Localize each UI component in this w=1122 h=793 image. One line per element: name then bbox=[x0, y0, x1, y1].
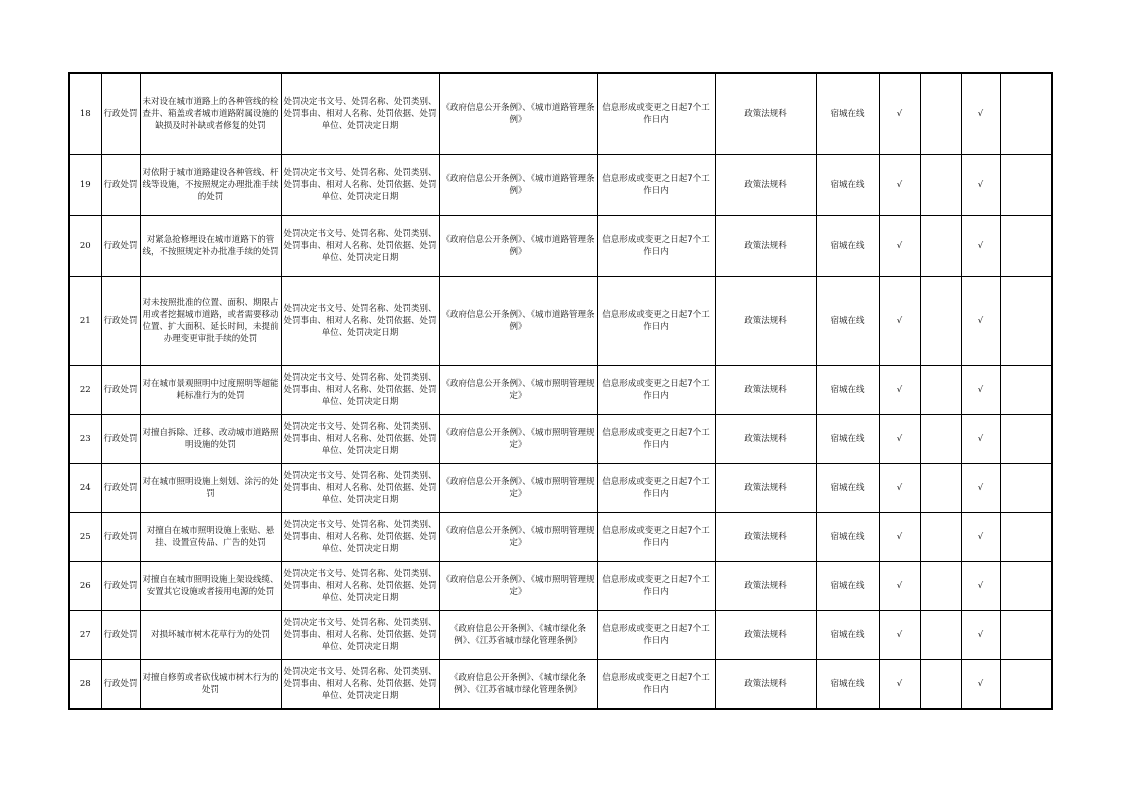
row-number: 24 bbox=[69, 463, 101, 512]
time-limit-cell: 信息形成或变更之日起7个工作日内 bbox=[597, 276, 715, 365]
row-number: 18 bbox=[69, 73, 101, 154]
channel-cell: 宿城在线 bbox=[816, 561, 879, 610]
channel-cell: 宿城在线 bbox=[816, 215, 879, 276]
basis-cell: 《政府信息公开条例》、《城市照明管理规定》 bbox=[439, 414, 597, 463]
basis-cell: 《政府信息公开条例》、《城市照明管理规定》 bbox=[439, 561, 597, 610]
table-row bbox=[69, 463, 1052, 512]
blank-cell bbox=[1000, 561, 1052, 610]
time-limit-cell: 信息形成或变更之日起7个工作日内 bbox=[597, 512, 715, 561]
item-cell: 对在城市景观照明中过度照明等超能耗标准行为的处罚 bbox=[140, 365, 281, 414]
blank-cell bbox=[920, 561, 961, 610]
subject-cell: 政策法规科 bbox=[715, 215, 816, 276]
content-cell: 处罚决定书文号、处罚名称、处罚类别、处罚事由、相对人名称、处罚依据、处罚单位、处罚决定日期 bbox=[281, 73, 439, 154]
item-cell: 对擅自拆除、迁移、改动城市道路照明设施的处罚 bbox=[140, 414, 281, 463]
time-limit-cell: 信息形成或变更之日起7个工作日内 bbox=[597, 463, 715, 512]
check-cell: √ bbox=[879, 463, 920, 512]
check-cell: √ bbox=[879, 73, 920, 154]
blank-cell bbox=[1000, 276, 1052, 365]
blank-cell bbox=[920, 154, 961, 215]
category-cell: 行政处罚 bbox=[101, 154, 140, 215]
basis-cell: 《政府信息公开条例》、《城市绿化条例》、《江苏省城市绿化管理条例》 bbox=[439, 659, 597, 709]
category-cell: 行政处罚 bbox=[101, 659, 140, 709]
time-limit-cell: 信息形成或变更之日起7个工作日内 bbox=[597, 414, 715, 463]
time-limit-cell: 信息形成或变更之日起7个工作日内 bbox=[597, 659, 715, 709]
content-cell: 处罚决定书文号、处罚名称、处罚类别、处罚事由、相对人名称、处罚依据、处罚单位、处罚决定日期 bbox=[281, 610, 439, 659]
channel-cell: 宿城在线 bbox=[816, 154, 879, 215]
blank-cell bbox=[920, 512, 961, 561]
row-number: 21 bbox=[69, 276, 101, 365]
blank-cell bbox=[1000, 154, 1052, 215]
channel-cell: 宿城在线 bbox=[816, 365, 879, 414]
check-cell: √ bbox=[961, 463, 1000, 512]
table-row bbox=[69, 414, 1052, 463]
subject-cell: 政策法规科 bbox=[715, 154, 816, 215]
time-limit-cell: 信息形成或变更之日起7个工作日内 bbox=[597, 561, 715, 610]
row-number: 26 bbox=[69, 561, 101, 610]
table-row bbox=[69, 276, 1052, 365]
item-cell: 对未按照批准的位置、面积、期限占用或者挖掘城市道路，或者需要移动位置、扩大面积、延长时间，未提前办理变更审批手续的处罚 bbox=[140, 276, 281, 365]
channel-cell: 宿城在线 bbox=[816, 659, 879, 709]
category-cell: 行政处罚 bbox=[101, 365, 140, 414]
check-cell: √ bbox=[879, 414, 920, 463]
check-cell: √ bbox=[961, 365, 1000, 414]
subject-cell: 政策法规科 bbox=[715, 414, 816, 463]
blank-cell bbox=[920, 610, 961, 659]
time-limit-cell: 信息形成或变更之日起7个工作日内 bbox=[597, 154, 715, 215]
check-cell: √ bbox=[961, 659, 1000, 709]
content-cell: 处罚决定书文号、处罚名称、处罚类别、处罚事由、相对人名称、处罚依据、处罚单位、处罚决定日期 bbox=[281, 215, 439, 276]
category-cell: 行政处罚 bbox=[101, 414, 140, 463]
check-cell: √ bbox=[961, 154, 1000, 215]
content-cell: 处罚决定书文号、处罚名称、处罚类别、处罚事由、相对人名称、处罚依据、处罚单位、处罚决定日期 bbox=[281, 659, 439, 709]
check-cell: √ bbox=[961, 215, 1000, 276]
row-number: 22 bbox=[69, 365, 101, 414]
item-cell: 未对设在城市道路上的各种管线的检查井、箱盖或者城市道路附属设施的缺损及时补缺或者修复的处罚 bbox=[140, 73, 281, 154]
category-cell: 行政处罚 bbox=[101, 512, 140, 561]
check-cell: √ bbox=[879, 365, 920, 414]
row-number: 23 bbox=[69, 414, 101, 463]
category-cell: 行政处罚 bbox=[101, 73, 140, 154]
basis-cell: 《政府信息公开条例》、《城市道路管理条例》 bbox=[439, 276, 597, 365]
check-cell: √ bbox=[961, 610, 1000, 659]
channel-cell: 宿城在线 bbox=[816, 512, 879, 561]
blank-cell bbox=[1000, 610, 1052, 659]
blank-cell bbox=[1000, 512, 1052, 561]
row-number: 27 bbox=[69, 610, 101, 659]
check-cell: √ bbox=[961, 414, 1000, 463]
subject-cell: 政策法规科 bbox=[715, 365, 816, 414]
channel-cell: 宿城在线 bbox=[816, 276, 879, 365]
table-row bbox=[69, 365, 1052, 414]
item-cell: 对在城市照明设施上刻划、涂污的处罚 bbox=[140, 463, 281, 512]
category-cell: 行政处罚 bbox=[101, 561, 140, 610]
blank-cell bbox=[1000, 414, 1052, 463]
item-cell: 对依附于城市道路建设各种管线、杆线等设施，不按照规定办理批准手续的处罚 bbox=[140, 154, 281, 215]
check-cell: √ bbox=[961, 512, 1000, 561]
subject-cell: 政策法规科 bbox=[715, 659, 816, 709]
channel-cell: 宿城在线 bbox=[816, 73, 879, 154]
check-cell: √ bbox=[879, 276, 920, 365]
table-row bbox=[69, 561, 1052, 610]
time-limit-cell: 信息形成或变更之日起7个工作日内 bbox=[597, 215, 715, 276]
disclosure-table bbox=[68, 72, 1053, 710]
subject-cell: 政策法规科 bbox=[715, 610, 816, 659]
time-limit-cell: 信息形成或变更之日起7个工作日内 bbox=[597, 73, 715, 154]
channel-cell: 宿城在线 bbox=[816, 610, 879, 659]
blank-cell bbox=[1000, 365, 1052, 414]
blank-cell bbox=[920, 463, 961, 512]
blank-cell bbox=[1000, 463, 1052, 512]
check-cell: √ bbox=[879, 154, 920, 215]
blank-cell bbox=[920, 414, 961, 463]
check-cell: √ bbox=[961, 561, 1000, 610]
subject-cell: 政策法规科 bbox=[715, 561, 816, 610]
check-cell: √ bbox=[879, 610, 920, 659]
check-cell: √ bbox=[961, 276, 1000, 365]
basis-cell: 《政府信息公开条例》、《城市道路管理条例》 bbox=[439, 154, 597, 215]
category-cell: 行政处罚 bbox=[101, 276, 140, 365]
category-cell: 行政处罚 bbox=[101, 215, 140, 276]
table-row bbox=[69, 154, 1052, 215]
subject-cell: 政策法规科 bbox=[715, 73, 816, 154]
basis-cell: 《政府信息公开条例》、《城市照明管理规定》 bbox=[439, 463, 597, 512]
subject-cell: 政策法规科 bbox=[715, 276, 816, 365]
blank-cell bbox=[920, 276, 961, 365]
item-cell: 对紧急抢修埋设在城市道路下的管线，不按照规定补办批准手续的处罚 bbox=[140, 215, 281, 276]
content-cell: 处罚决定书文号、处罚名称、处罚类别、处罚事由、相对人名称、处罚依据、处罚单位、处罚决定日期 bbox=[281, 561, 439, 610]
channel-cell: 宿城在线 bbox=[816, 414, 879, 463]
item-cell: 对损坏城市树木花草行为的处罚 bbox=[140, 610, 281, 659]
table-row bbox=[69, 659, 1052, 709]
channel-cell: 宿城在线 bbox=[816, 463, 879, 512]
blank-cell bbox=[920, 365, 961, 414]
row-number: 28 bbox=[69, 659, 101, 709]
blank-cell bbox=[920, 73, 961, 154]
content-cell: 处罚决定书文号、处罚名称、处罚类别、处罚事由、相对人名称、处罚依据、处罚单位、处罚决定日期 bbox=[281, 154, 439, 215]
item-cell: 对擅自在城市照明设施上架设线缆、安置其它设施或者接用电源的处罚 bbox=[140, 561, 281, 610]
basis-cell: 《政府信息公开条例》、《城市绿化条例》、《江苏省城市绿化管理条例》 bbox=[439, 610, 597, 659]
subject-cell: 政策法规科 bbox=[715, 512, 816, 561]
item-cell: 对擅自在城市照明设施上张贴、悬挂、设置宣传品、广告的处罚 bbox=[140, 512, 281, 561]
blank-cell bbox=[1000, 659, 1052, 709]
row-number: 20 bbox=[69, 215, 101, 276]
table-row bbox=[69, 215, 1052, 276]
table-row bbox=[69, 610, 1052, 659]
check-cell: √ bbox=[879, 215, 920, 276]
table-row bbox=[69, 512, 1052, 561]
check-cell: √ bbox=[879, 512, 920, 561]
content-cell: 处罚决定书文号、处罚名称、处罚类别、处罚事由、相对人名称、处罚依据、处罚单位、处罚决定日期 bbox=[281, 463, 439, 512]
blank-cell bbox=[1000, 73, 1052, 154]
content-cell: 处罚决定书文号、处罚名称、处罚类别、处罚事由、相对人名称、处罚依据、处罚单位、处罚决定日期 bbox=[281, 365, 439, 414]
item-cell: 对擅自修剪或者砍伐城市树木行为的处罚 bbox=[140, 659, 281, 709]
table-row bbox=[69, 73, 1052, 154]
basis-cell: 《政府信息公开条例》、《城市道路管理条例》 bbox=[439, 73, 597, 154]
time-limit-cell: 信息形成或变更之日起7个工作日内 bbox=[597, 610, 715, 659]
content-cell: 处罚决定书文号、处罚名称、处罚类别、处罚事由、相对人名称、处罚依据、处罚单位、处罚决定日期 bbox=[281, 512, 439, 561]
row-number: 19 bbox=[69, 154, 101, 215]
time-limit-cell: 信息形成或变更之日起7个工作日内 bbox=[597, 365, 715, 414]
category-cell: 行政处罚 bbox=[101, 463, 140, 512]
blank-cell bbox=[920, 215, 961, 276]
check-cell: √ bbox=[879, 659, 920, 709]
basis-cell: 《政府信息公开条例》、《城市照明管理规定》 bbox=[439, 365, 597, 414]
subject-cell: 政策法规科 bbox=[715, 463, 816, 512]
blank-cell bbox=[1000, 215, 1052, 276]
check-cell: √ bbox=[879, 561, 920, 610]
content-cell: 处罚决定书文号、处罚名称、处罚类别、处罚事由、相对人名称、处罚依据、处罚单位、处罚决定日期 bbox=[281, 276, 439, 365]
content-cell: 处罚决定书文号、处罚名称、处罚类别、处罚事由、相对人名称、处罚依据、处罚单位、处罚决定日期 bbox=[281, 414, 439, 463]
check-cell: √ bbox=[961, 73, 1000, 154]
row-number: 25 bbox=[69, 512, 101, 561]
category-cell: 行政处罚 bbox=[101, 610, 140, 659]
basis-cell: 《政府信息公开条例》、《城市照明管理规定》 bbox=[439, 512, 597, 561]
blank-cell bbox=[920, 659, 961, 709]
basis-cell: 《政府信息公开条例》、《城市道路管理条例》 bbox=[439, 215, 597, 276]
